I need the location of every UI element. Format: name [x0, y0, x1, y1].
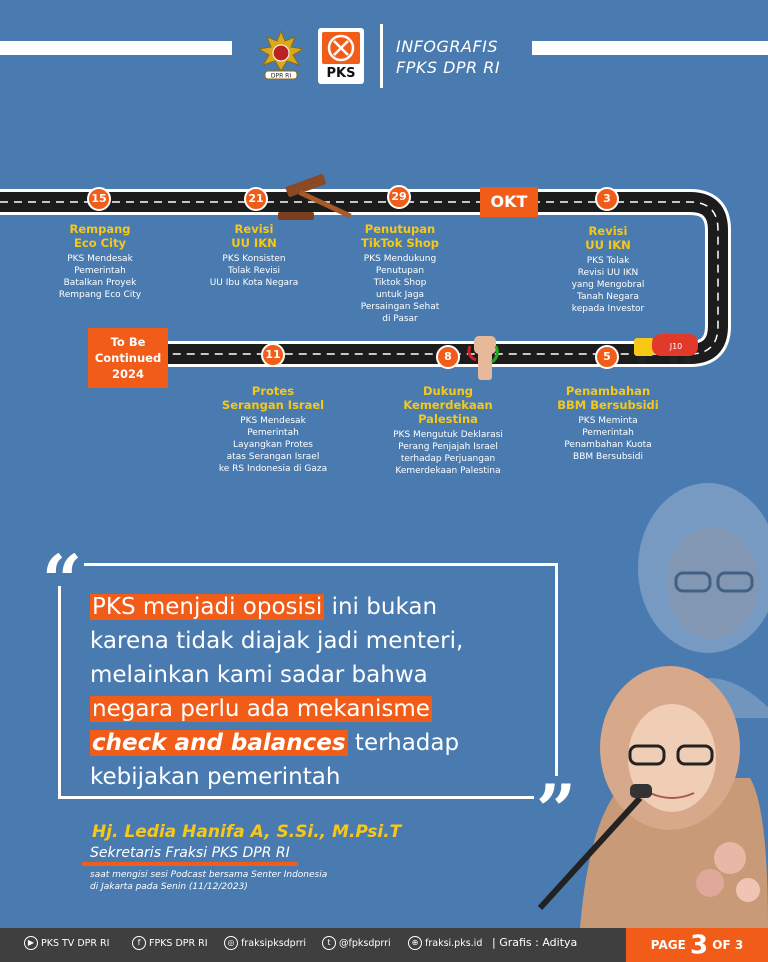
event-rempang — [38, 222, 162, 301]
event-palestina — [376, 384, 520, 477]
youtube-icon: ▶ — [24, 936, 38, 950]
header-title-line2: FPKS DPR RI — [396, 58, 501, 77]
instagram-icon: ◎ — [224, 936, 238, 950]
continued-line3: 2024 — [111, 367, 144, 381]
event-title: Revisi — [588, 224, 628, 238]
header-title-line1: INFOGRAFIS — [396, 37, 499, 56]
event-desc: PKS Mendesak Pemerintah Batalkan Proyek Rempang Eco City — [58, 254, 142, 300]
continued-line2: Continued — [94, 351, 162, 365]
footer-credit: | Grafis : Aditya — [492, 936, 578, 949]
event-desc: PKS Mengutuk Deklarasi Perang Penjajah Israel terhadap Perjuangan Kemerdekaan Palestina — [393, 430, 503, 476]
pks-logo-text: PKS — [326, 66, 356, 81]
day-badge: 3 — [595, 187, 619, 211]
footer-instagram[interactable]: ◎ fraksipksdprri — [224, 936, 306, 950]
event-title: Serangan Israel — [221, 398, 325, 412]
close-quote-icon: ” — [535, 769, 577, 852]
event-title: Protes — [251, 384, 295, 398]
month-label: OKT — [480, 187, 538, 217]
event-desc: PKS Tolak Revisi UU IKN yang Mengobral Tanah Negara kepada Investor — [571, 256, 645, 314]
quote-text: PKS menjadi oposisi ini bukan karena tidak diajak jadi menteri, melainkan kami sadar bahwa negara perlu ada mekanisme check and balances terhadap kebijakan pemerintah — [90, 594, 464, 790]
quote-source: saat mengisi sesi Podcast bersama Senter Indonesia di Jakarta pada Senin (11/12/2023) — [90, 870, 328, 892]
event-desc: PKS Konsisten Tolak Revisi UU Ibu Kota Negara — [209, 254, 299, 288]
quote-highlight: negara perlu ada mekanisme — [92, 696, 430, 722]
event-title: UU IKN — [585, 238, 631, 252]
to-be-continued-badge — [88, 328, 168, 388]
dpr-emblem-icon — [255, 27, 307, 83]
speaker-photo — [500, 658, 768, 928]
event-title: Dukung — [423, 384, 473, 398]
continued-line1: To Be — [110, 335, 146, 349]
event-bbm — [542, 384, 674, 463]
facebook-icon: f — [132, 936, 146, 950]
event-desc: PKS Meminta Pemerintah Penambahan Kuota BBM Bersubsidi — [564, 416, 652, 462]
emblem-text: DPR RI — [270, 72, 292, 80]
event-revisi-ikn-1 — [184, 222, 324, 289]
quote-highlight: PKS menjadi oposisi — [92, 594, 323, 620]
truck-label: J10 — [669, 342, 683, 351]
footer-twitter[interactable]: t @fpksdprri — [322, 936, 391, 950]
event-tiktok-shop — [338, 222, 462, 325]
header-bar-left — [0, 41, 232, 55]
footer-website[interactable]: ⊕ fraksi.pks.id — [408, 936, 482, 950]
event-revisi-ikn-2 — [546, 224, 670, 315]
speaker-role: Sekretaris Fraksi PKS DPR RI — [82, 844, 298, 866]
speaker-name: Hj. Ledia Hanifa A, S.Si., M.Psi.T — [92, 822, 402, 842]
page-indicator: PAGE 3 OF 3 — [626, 928, 768, 962]
event-title: Palestina — [418, 412, 478, 426]
event-title: Penambahan — [565, 384, 651, 398]
footer-youtube[interactable]: ▶ PKS TV DPR RI — [24, 936, 109, 950]
event-title: Rempang — [69, 222, 131, 236]
header-divider — [380, 24, 383, 88]
pks-logo-mark-icon — [322, 32, 360, 64]
globe-icon: ⊕ — [408, 936, 422, 950]
day-badge: 21 — [244, 187, 268, 211]
header-bar-right — [532, 41, 768, 55]
event-desc: PKS Mendukung Penutupan Tiktok Shop untuk Jaga Persaingan Sehat di Pasar — [360, 254, 440, 324]
day-badge: 5 — [595, 345, 619, 369]
event-title: UU IKN — [231, 236, 277, 250]
day-badge: 29 — [387, 185, 411, 209]
event-title: Kemerdekaan — [403, 398, 493, 412]
day-badge: 15 — [87, 187, 111, 211]
event-title: Penutupan — [364, 222, 436, 236]
header-title — [396, 36, 500, 78]
open-quote-icon: “ — [41, 539, 83, 622]
day-badge: 11 — [261, 343, 285, 367]
event-title: BBM Bersubsidi — [557, 398, 659, 412]
pks-logo — [318, 28, 364, 84]
event-title: Eco City — [74, 236, 126, 250]
day-badge: 8 — [436, 345, 460, 369]
event-title: Revisi — [234, 222, 274, 236]
event-title: TikTok Shop — [361, 236, 439, 250]
event-protes-israel — [202, 384, 344, 475]
event-desc: PKS Mendesak Pemerintah Layangkan Protes atas Serangan Israel ke RS Indonesia di Gaza — [218, 416, 328, 474]
quote-highlight: check and balances — [92, 730, 346, 756]
twitter-icon: t — [322, 936, 336, 950]
footer-facebook[interactable]: f FPKS DPR RI — [132, 936, 208, 950]
